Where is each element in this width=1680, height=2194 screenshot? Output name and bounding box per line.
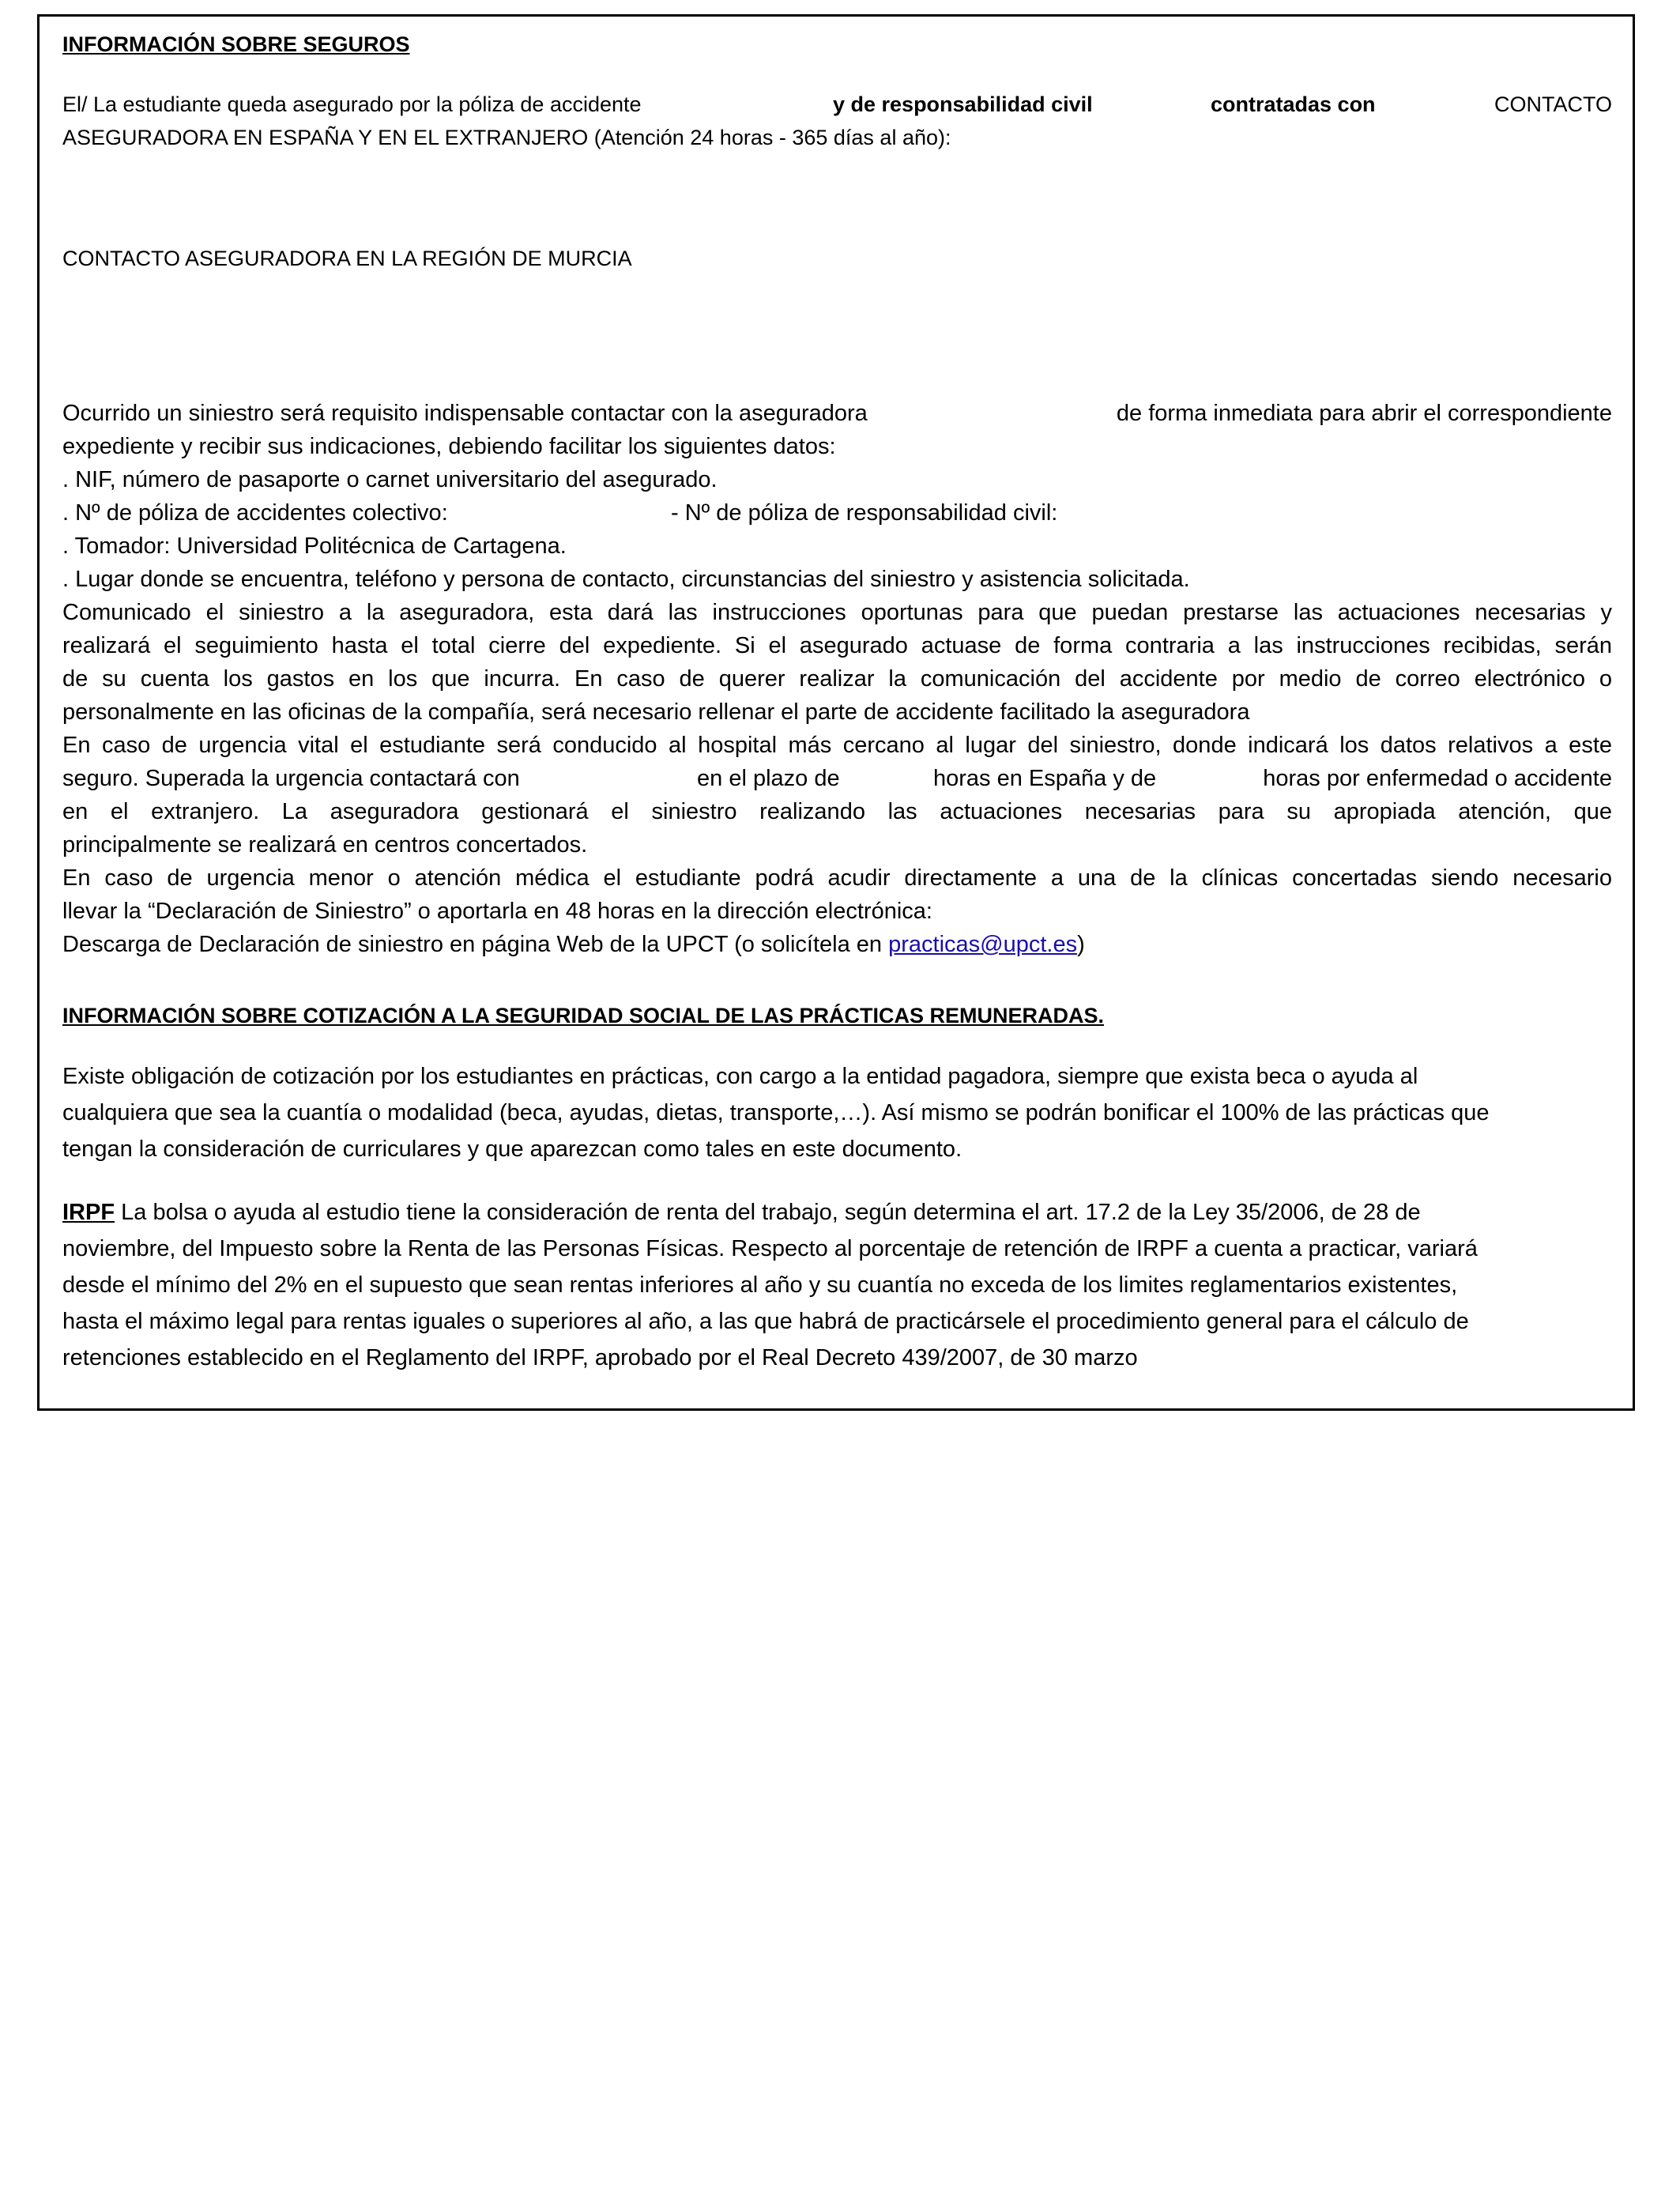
urgencia-text-b: en el plazo de <box>697 766 840 791</box>
intro-bold-contratadas: contratadas con <box>1211 92 1376 116</box>
data-polizas <box>62 497 1612 529</box>
irpf-line: noviembre, del Impuesto sobre la Renta de las Personas Físicas. Respecto al porcentaje de retención de IRPF a cuenta a practicar, variará <box>62 1236 1478 1261</box>
social-security-line: Existe obligación de cotización por los estudiantes en prácticas, con cargo a la entidad pagadora, siempre que exista beca o ayuda al <box>62 1064 1418 1089</box>
comunicado-line: de su cuenta los gastos en los que incurra. En caso de querer realizar la comunicación del accidente por medio de correo electrónico o <box>62 666 1612 692</box>
irpf-line: hasta el máximo legal para rentas iguales o superiores al año, a las que habrá de practicársele el procedimiento general para el cálculo de <box>62 1309 1469 1334</box>
urgencia-text-c: horas en España y de <box>933 766 1157 791</box>
murcia-contact: CONTACTO ASEGURADORA EN LA REGIÓN DE MURCIA <box>62 247 632 270</box>
urgencia-line3: en el extranjero. La aseguradora gestionará el siniestro realizando las actuaciones necesarias para su apropiada atención, que <box>62 799 1612 824</box>
urgencia-line2 <box>62 763 1612 794</box>
menor-line2: llevar la “Declaración de Siniestro” o aportarla en 48 horas en la dirección electrónica: <box>62 899 932 924</box>
insurance-intro-line2: ASEGURADORA EN ESPAÑA Y EN EL EXTRANJERO (Atención 24 horas - 365 días al año): <box>62 126 951 149</box>
data-lugar: . Lugar donde se encuentra, teléfono y persona de contacto, circunstancias del siniestro y asistencia solicitada. <box>62 567 1190 592</box>
siniestro-text-a: Ocurrido un siniestro será requisito indispensable contactar con la aseguradora <box>62 401 868 426</box>
data-tomador: . Tomador: Universidad Politécnica de Cartagena. <box>62 533 567 559</box>
siniestro-text-b: de forma inmediata para abrir el correspondiente <box>1116 401 1612 426</box>
siniestro-line2: expediente y recibir sus indicaciones, debiendo facilitar los siguientes datos: <box>62 434 836 459</box>
descarga-line <box>62 929 1612 960</box>
insurance-heading: INFORMACIÓN SOBRE SEGUROS <box>62 32 410 56</box>
irpf-line1 <box>62 1195 1612 1231</box>
comunicado-line: Comunicado el siniestro a la aseguradora, esta dará las instrucciones oportunas para que puedan prestarse las actuaciones necesarias y <box>62 600 1612 625</box>
urgencia-line1: En caso de urgencia vital el estudiante será conducido al hospital más cercano al lugar del siniestro, donde indicará los datos relativos a este <box>62 733 1612 758</box>
intro-text: El/ La estudiante queda asegurado por la póliza de accidente <box>62 92 642 116</box>
data-poliza-accidentes: . Nº de póliza de accidentes colectivo: <box>62 500 448 526</box>
siniestro-line1 <box>62 398 1612 429</box>
social-security-heading: INFORMACIÓN SOBRE COTIZACIÓN A LA SEGURIDAD SOCIAL DE LAS PRÁCTICAS REMUNERADAS. <box>62 1004 1105 1027</box>
social-security-line: cualquiera que sea la cuantía o modalidad (beca, ayudas, dietas, transporte,…). Así mismo se podrán bonificar el 100% de las prácticas que <box>62 1100 1490 1125</box>
email-link[interactable]: practicas@upct.es <box>888 932 1078 957</box>
comunicado-line: personalmente en las oficinas de la compañía, será necesario rellenar el parte de accidente facilitado la aseguradora <box>62 699 1250 725</box>
descarga-close: ) <box>1077 932 1085 957</box>
irpf-line1-text: La bolsa o ayuda al estudio tiene la consideración de renta del trabajo, según determina el art. 17.2 de la Ley 35/2006, de 28 de <box>121 1200 1421 1225</box>
urgencia-line4: principalmente se realizará en centros concertados. <box>62 832 588 858</box>
data-nif: . NIF, número de pasaporte o carnet universitario del asegurado. <box>62 467 718 492</box>
irpf-line: desde el mínimo del 2% en el supuesto que sean rentas inferiores al año y su cuantía no exceda de los limites reglamentarios existentes, <box>62 1272 1458 1298</box>
menor-line1: En caso de urgencia menor o atención médica el estudiante podrá acudir directamente a una de la clínicas concertadas siendo necesario <box>62 865 1612 891</box>
insurance-intro-line1 <box>62 89 1612 120</box>
data-poliza-rc: - Nº de póliza de responsabilidad civil: <box>671 500 1058 526</box>
irpf-line: retenciones establecido en el Reglamento del IRPF, aprobado por el Real Decreto 439/2007, de 30 marzo <box>62 1345 1138 1370</box>
urgencia-text-a: seguro. Superada la urgencia contactará con <box>62 766 520 791</box>
irpf-label: IRPF <box>62 1200 115 1225</box>
urgencia-text-d: horas por enfermedad o accidente <box>1263 766 1612 791</box>
social-security-line: tengan la consideración de curriculares y que aparezcan como tales en este documento. <box>62 1137 962 1162</box>
intro-contacto: CONTACTO <box>1494 92 1612 116</box>
comunicado-line: realizará el seguimiento hasta el total cierre del expediente. Si el asegurado actuase de forma contraria a las instrucciones recibidas, serán <box>62 633 1612 658</box>
descarga-text: Descarga de Declaración de siniestro en página Web de la UPCT (o solicítela en <box>62 932 883 957</box>
intro-bold-rc: y de responsabilidad civil <box>833 92 1093 116</box>
